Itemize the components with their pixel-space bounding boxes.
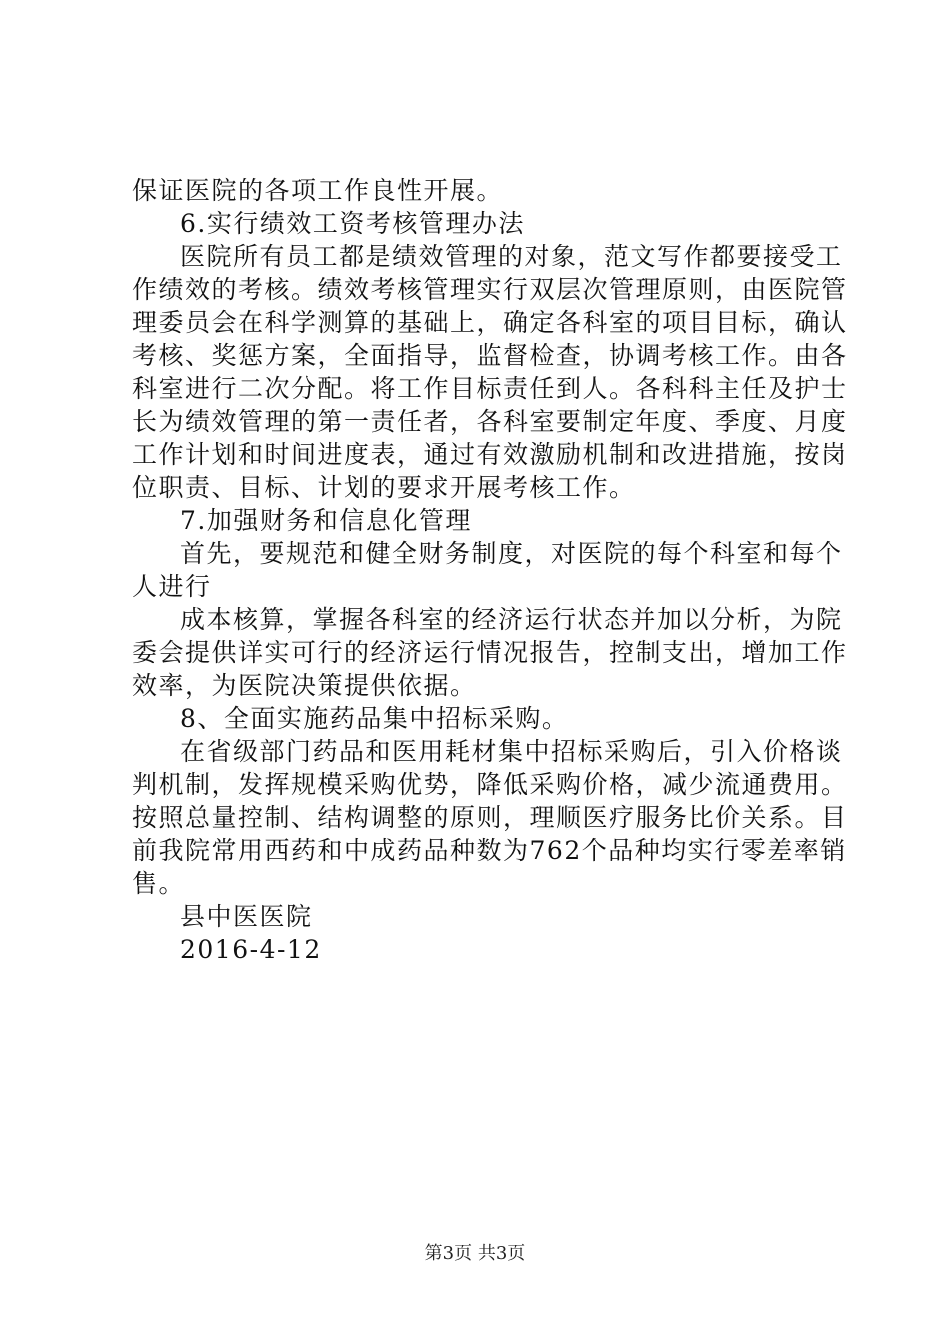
body-text-line: 在省级部门药品和医用耗材集中招标采购后，引入价格谈 bbox=[180, 737, 843, 766]
body-text-line: 医院所有员工都是绩效管理的对象，范文写作都要接受工 bbox=[180, 242, 843, 271]
signature-date: 2016-4-12 bbox=[180, 935, 322, 964]
body-text-line: 售。 bbox=[132, 869, 186, 898]
signature-organization: 县中医医院 bbox=[180, 902, 313, 931]
body-text-line: 考核、奖惩方案，全面指导，监督检查，协调考核工作。由各 bbox=[132, 341, 848, 370]
body-text-line: 前我院常用西药和中成药品种数为762个品种均实行零差率销 bbox=[132, 836, 847, 865]
body-text-line: 长为绩效管理的第一责任者，各科室要制定年度、季度、月度 bbox=[132, 407, 848, 436]
body-text-line: 委会提供详实可行的经济运行情况报告，控制支出，增加工作 bbox=[132, 638, 848, 667]
body-text-line: 人进行 bbox=[132, 572, 212, 601]
body-text-line: 首先，要规范和健全财务制度，对医院的每个科室和每个 bbox=[180, 539, 843, 568]
body-text-line: 按照总量控制、结构调整的原则，理顺医疗服务比价关系。目 bbox=[132, 803, 848, 832]
page-footer: 第3页 共3页 bbox=[424, 1243, 526, 1264]
body-text-line: 判机制，发挥规模采购优势，降低采购价格，减少流通费用。 bbox=[132, 770, 848, 799]
body-text-line: 位职责、目标、计划的要求开展考核工作。 bbox=[132, 473, 636, 502]
body-text-line: 科室进行二次分配。将工作目标责任到人。各科科主任及护士 bbox=[132, 374, 848, 403]
body-text-line: 保证医院的各项工作良性开展。 bbox=[132, 176, 504, 205]
body-text-line: 成本核算，掌握各科室的经济运行状态并加以分析，为院 bbox=[180, 605, 843, 634]
body-text-line: 效率，为医院决策提供依据。 bbox=[132, 671, 477, 700]
body-text-line: 作绩效的考核。绩效考核管理实行双层次管理原则，由医院管 bbox=[132, 275, 848, 304]
section-heading-6: 6.实行绩效工资考核管理办法 bbox=[180, 209, 525, 238]
body-text-line: 工作计划和时间进度表，通过有效激励机制和改进措施，按岗 bbox=[132, 440, 848, 469]
section-heading-8: 8、全面实施药品集中招标采购。 bbox=[180, 704, 569, 733]
body-text-line: 理委员会在科学测算的基础上，确定各科室的项目目标，确认 bbox=[132, 308, 848, 337]
section-heading-7: 7.加强财务和信息化管理 bbox=[180, 506, 472, 535]
